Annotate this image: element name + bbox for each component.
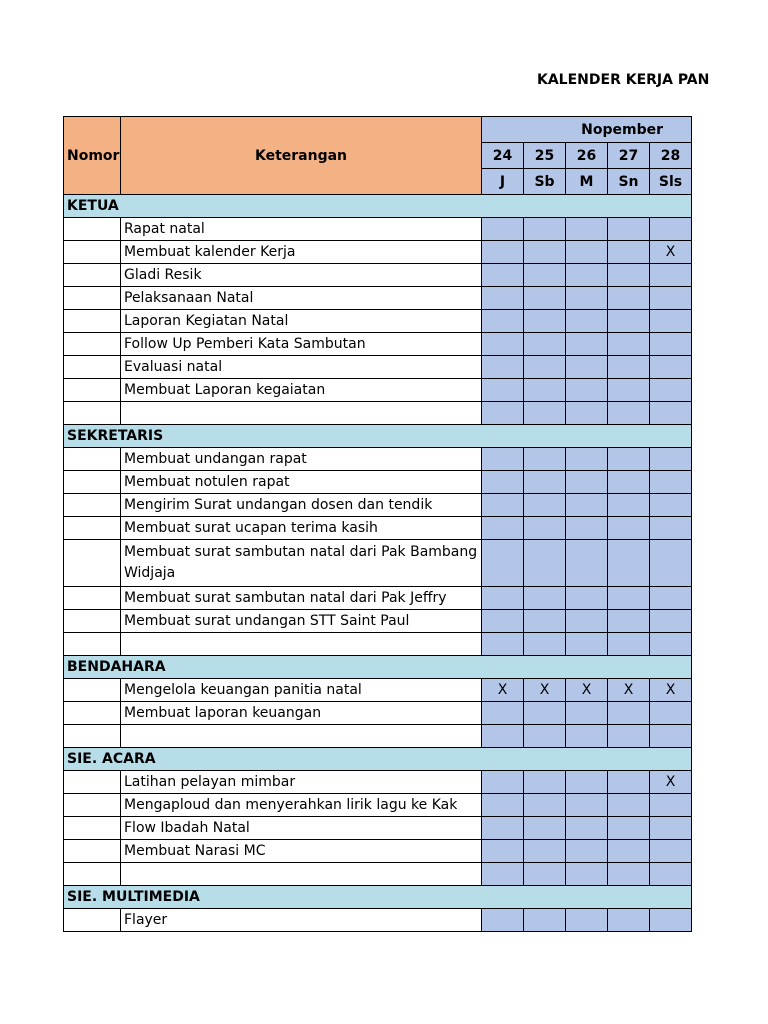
table-row bbox=[64, 794, 692, 817]
calendar-cell bbox=[650, 794, 692, 817]
table-row bbox=[64, 471, 692, 494]
calendar-cell bbox=[482, 794, 524, 817]
calendar-cell bbox=[566, 379, 608, 402]
calendar-cell bbox=[482, 771, 524, 794]
calendar-cell bbox=[482, 241, 524, 264]
keterangan-cell bbox=[121, 725, 482, 748]
calendar-cell bbox=[524, 218, 566, 241]
calendar-cell bbox=[608, 218, 650, 241]
table-row bbox=[64, 517, 692, 540]
calendar-cell bbox=[566, 840, 608, 863]
calendar-cell bbox=[608, 517, 650, 540]
nomor-cell bbox=[64, 909, 121, 932]
calendar-cell bbox=[650, 287, 692, 310]
calendar-cell bbox=[524, 264, 566, 287]
calendar-cell bbox=[524, 587, 566, 610]
calendar-cell bbox=[650, 909, 692, 932]
calendar-cell bbox=[566, 402, 608, 425]
calendar-cell bbox=[608, 540, 650, 587]
nomor-cell bbox=[64, 725, 121, 748]
calendar-cell bbox=[608, 471, 650, 494]
calendar-cell bbox=[608, 241, 650, 264]
section-title: KETUA bbox=[64, 195, 692, 218]
calendar-cell bbox=[608, 310, 650, 333]
table-row bbox=[64, 633, 692, 656]
calendar-cell bbox=[482, 287, 524, 310]
nomor-cell bbox=[64, 633, 121, 656]
calendar-cell bbox=[524, 310, 566, 333]
calendar-cell bbox=[566, 863, 608, 886]
calendar-cell bbox=[650, 587, 692, 610]
calendar-cell bbox=[650, 402, 692, 425]
calendar-cell bbox=[482, 218, 524, 241]
calendar-cell bbox=[524, 633, 566, 656]
keterangan-cell bbox=[121, 633, 482, 656]
calendar-cell bbox=[608, 287, 650, 310]
table-row bbox=[64, 771, 692, 794]
calendar-cell: X bbox=[524, 679, 566, 702]
keterangan-cell: Membuat surat sambutan natal dari Pak Bambang Widjaja bbox=[121, 540, 482, 587]
calendar-cell bbox=[524, 840, 566, 863]
keterangan-cell: Mengirim Surat undangan dosen dan tendik bbox=[121, 494, 482, 517]
keterangan-cell: Membuat surat sambutan natal dari Pak Jeffry bbox=[121, 587, 482, 610]
calendar-cell bbox=[650, 863, 692, 886]
calendar-cell bbox=[566, 494, 608, 517]
calendar-cell bbox=[524, 540, 566, 587]
keterangan-cell: Mengaploud dan menyerahkan lirik lagu ke Kak bbox=[121, 794, 482, 817]
nomor-cell bbox=[64, 794, 121, 817]
calendar-cell bbox=[482, 610, 524, 633]
nomor-cell bbox=[64, 471, 121, 494]
calendar-cell bbox=[650, 610, 692, 633]
calendar-cell bbox=[650, 494, 692, 517]
header-keterangan: Keterangan bbox=[121, 117, 482, 195]
calendar-cell bbox=[566, 702, 608, 725]
nomor-cell bbox=[64, 863, 121, 886]
calendar-cell bbox=[608, 264, 650, 287]
nomor-cell bbox=[64, 587, 121, 610]
nomor-cell bbox=[64, 448, 121, 471]
calendar-cell bbox=[608, 379, 650, 402]
table-row bbox=[64, 610, 692, 633]
section-row bbox=[64, 748, 692, 771]
calendar-cell bbox=[566, 310, 608, 333]
calendar-cell bbox=[650, 310, 692, 333]
table-row bbox=[64, 863, 692, 886]
calendar-cell bbox=[650, 356, 692, 379]
table-row bbox=[64, 702, 692, 725]
calendar-cell bbox=[650, 517, 692, 540]
keterangan-cell: Membuat surat ucapan terima kasih bbox=[121, 517, 482, 540]
keterangan-cell bbox=[121, 402, 482, 425]
calendar-cell bbox=[608, 909, 650, 932]
nomor-cell bbox=[64, 540, 121, 587]
table-row bbox=[64, 540, 692, 587]
header-day: Sn bbox=[608, 169, 650, 195]
keterangan-cell: Membuat surat undangan STT Saint Paul bbox=[121, 610, 482, 633]
table-row bbox=[64, 333, 692, 356]
section-row bbox=[64, 656, 692, 679]
keterangan-cell: Mengelola keuangan panitia natal bbox=[121, 679, 482, 702]
keterangan-cell: Membuat Narasi MC bbox=[121, 840, 482, 863]
calendar-cell bbox=[524, 471, 566, 494]
nomor-cell bbox=[64, 702, 121, 725]
calendar-cell bbox=[650, 379, 692, 402]
calendar-cell bbox=[608, 633, 650, 656]
table-row bbox=[64, 379, 692, 402]
table-row bbox=[64, 840, 692, 863]
calendar-cell bbox=[608, 771, 650, 794]
keterangan-cell: Membuat notulen rapat bbox=[121, 471, 482, 494]
calendar-cell bbox=[482, 517, 524, 540]
section-title: SEKRETARIS bbox=[64, 425, 692, 448]
work-calendar-table bbox=[63, 116, 692, 932]
calendar-cell bbox=[524, 494, 566, 517]
calendar-cell bbox=[650, 218, 692, 241]
calendar-cell bbox=[524, 817, 566, 840]
keterangan-cell: Flow Ibadah Natal bbox=[121, 817, 482, 840]
nomor-cell bbox=[64, 379, 121, 402]
calendar-cell bbox=[482, 540, 524, 587]
nomor-cell bbox=[64, 679, 121, 702]
calendar-cell bbox=[566, 448, 608, 471]
calendar-cell bbox=[482, 587, 524, 610]
calendar-cell bbox=[566, 287, 608, 310]
calendar-cell bbox=[650, 448, 692, 471]
section-row bbox=[64, 886, 692, 909]
keterangan-cell: Membuat Laporan kegaiatan bbox=[121, 379, 482, 402]
calendar-cell bbox=[608, 494, 650, 517]
calendar-cell bbox=[482, 333, 524, 356]
header-day: M bbox=[566, 169, 608, 195]
calendar-cell bbox=[650, 840, 692, 863]
table-row bbox=[64, 356, 692, 379]
header-date: 27 bbox=[608, 143, 650, 169]
header-nomor: Nomor bbox=[64, 117, 121, 195]
calendar-cell bbox=[566, 264, 608, 287]
keterangan-cell: Follow Up Pemberi Kata Sambutan bbox=[121, 333, 482, 356]
section-title: BENDAHARA bbox=[64, 656, 692, 679]
calendar-cell bbox=[524, 356, 566, 379]
nomor-cell bbox=[64, 287, 121, 310]
calendar-cell bbox=[566, 771, 608, 794]
calendar-cell bbox=[524, 794, 566, 817]
header-date: 25 bbox=[524, 143, 566, 169]
header-day: Sb bbox=[524, 169, 566, 195]
calendar-cell bbox=[482, 725, 524, 748]
calendar-cell bbox=[482, 402, 524, 425]
calendar-cell bbox=[482, 264, 524, 287]
table-row bbox=[64, 264, 692, 287]
keterangan-cell: Gladi Resik bbox=[121, 264, 482, 287]
calendar-cell bbox=[524, 402, 566, 425]
section-row bbox=[64, 425, 692, 448]
calendar-cell bbox=[524, 725, 566, 748]
nomor-cell bbox=[64, 840, 121, 863]
calendar-cell bbox=[524, 517, 566, 540]
header-date: 24 bbox=[482, 143, 524, 169]
calendar-cell bbox=[482, 909, 524, 932]
calendar-cell bbox=[566, 633, 608, 656]
keterangan-cell: Membuat undangan rapat bbox=[121, 448, 482, 471]
calendar-cell bbox=[650, 702, 692, 725]
table-row bbox=[64, 241, 692, 264]
calendar-cell bbox=[608, 725, 650, 748]
keterangan-cell bbox=[121, 863, 482, 886]
table-row bbox=[64, 218, 692, 241]
calendar-cell bbox=[608, 587, 650, 610]
page-title: KALENDER KERJA PAN bbox=[537, 72, 710, 88]
calendar-cell bbox=[524, 379, 566, 402]
calendar-cell bbox=[650, 725, 692, 748]
calendar-cell: X bbox=[482, 679, 524, 702]
nomor-cell bbox=[64, 241, 121, 264]
header-day: J bbox=[482, 169, 524, 195]
keterangan-cell: Latihan pelayan mimbar bbox=[121, 771, 482, 794]
calendar-cell bbox=[524, 863, 566, 886]
calendar-cell bbox=[566, 471, 608, 494]
calendar-cell bbox=[566, 517, 608, 540]
table-row bbox=[64, 494, 692, 517]
keterangan-cell: Evaluasi natal bbox=[121, 356, 482, 379]
calendar-cell bbox=[566, 540, 608, 587]
calendar-cell: X bbox=[608, 679, 650, 702]
calendar-cell: X bbox=[650, 241, 692, 264]
table-row bbox=[64, 402, 692, 425]
calendar-cell bbox=[608, 702, 650, 725]
calendar-cell bbox=[524, 771, 566, 794]
calendar-cell: X bbox=[650, 771, 692, 794]
calendar-cell bbox=[608, 333, 650, 356]
nomor-cell bbox=[64, 218, 121, 241]
keterangan-cell: Flayer bbox=[121, 909, 482, 932]
calendar-cell bbox=[566, 794, 608, 817]
calendar-cell bbox=[608, 402, 650, 425]
calendar-cell bbox=[566, 725, 608, 748]
calendar-cell bbox=[608, 863, 650, 886]
keterangan-cell: Membuat kalender Kerja bbox=[121, 241, 482, 264]
header-date: 26 bbox=[566, 143, 608, 169]
nomor-cell bbox=[64, 771, 121, 794]
nomor-cell bbox=[64, 610, 121, 633]
keterangan-cell: Rapat natal bbox=[121, 218, 482, 241]
calendar-cell bbox=[524, 448, 566, 471]
header-date: 28 bbox=[650, 143, 692, 169]
table-row bbox=[64, 587, 692, 610]
calendar-cell bbox=[650, 264, 692, 287]
calendar-cell: X bbox=[566, 679, 608, 702]
calendar-cell bbox=[482, 356, 524, 379]
calendar-cell bbox=[608, 840, 650, 863]
nomor-cell bbox=[64, 333, 121, 356]
calendar-cell bbox=[566, 817, 608, 840]
calendar-cell bbox=[566, 241, 608, 264]
calendar-cell bbox=[608, 794, 650, 817]
calendar-cell bbox=[608, 817, 650, 840]
table-row bbox=[64, 909, 692, 932]
nomor-cell bbox=[64, 517, 121, 540]
calendar-cell bbox=[608, 610, 650, 633]
table-row bbox=[64, 287, 692, 310]
keterangan-cell: Pelaksanaan Natal bbox=[121, 287, 482, 310]
header-month: Nopember bbox=[482, 117, 692, 143]
keterangan-cell: Laporan Kegiatan Natal bbox=[121, 310, 482, 333]
calendar-cell bbox=[482, 310, 524, 333]
calendar-cell bbox=[608, 356, 650, 379]
keterangan-cell: Membuat laporan keuangan bbox=[121, 702, 482, 725]
calendar-cell bbox=[524, 241, 566, 264]
table-row bbox=[64, 725, 692, 748]
calendar-cell bbox=[482, 863, 524, 886]
calendar-cell: X bbox=[650, 679, 692, 702]
table-row bbox=[64, 310, 692, 333]
calendar-cell bbox=[608, 448, 650, 471]
calendar-cell bbox=[482, 471, 524, 494]
calendar-cell bbox=[650, 633, 692, 656]
calendar-cell bbox=[566, 356, 608, 379]
table-row bbox=[64, 448, 692, 471]
section-row bbox=[64, 195, 692, 218]
nomor-cell bbox=[64, 817, 121, 840]
calendar-cell bbox=[482, 379, 524, 402]
nomor-cell bbox=[64, 264, 121, 287]
calendar-cell bbox=[524, 610, 566, 633]
table-row bbox=[64, 817, 692, 840]
calendar-cell bbox=[482, 448, 524, 471]
calendar-cell bbox=[650, 540, 692, 587]
calendar-cell bbox=[566, 333, 608, 356]
calendar-cell bbox=[524, 702, 566, 725]
nomor-cell bbox=[64, 402, 121, 425]
calendar-cell bbox=[566, 610, 608, 633]
header-day: Sls bbox=[650, 169, 692, 195]
calendar-cell bbox=[650, 333, 692, 356]
calendar-cell bbox=[482, 840, 524, 863]
calendar-cell bbox=[566, 218, 608, 241]
nomor-cell bbox=[64, 494, 121, 517]
calendar-cell bbox=[524, 287, 566, 310]
table-row bbox=[64, 679, 692, 702]
calendar-cell bbox=[482, 817, 524, 840]
section-title: SIE. ACARA bbox=[64, 748, 692, 771]
calendar-cell bbox=[566, 909, 608, 932]
nomor-cell bbox=[64, 310, 121, 333]
calendar-cell bbox=[482, 494, 524, 517]
nomor-cell bbox=[64, 356, 121, 379]
calendar-cell bbox=[482, 702, 524, 725]
calendar-cell bbox=[524, 333, 566, 356]
calendar-cell bbox=[524, 909, 566, 932]
calendar-cell bbox=[650, 471, 692, 494]
calendar-cell bbox=[650, 817, 692, 840]
calendar-cell bbox=[566, 587, 608, 610]
calendar-cell bbox=[482, 633, 524, 656]
section-title: SIE. MULTIMEDIA bbox=[64, 886, 692, 909]
